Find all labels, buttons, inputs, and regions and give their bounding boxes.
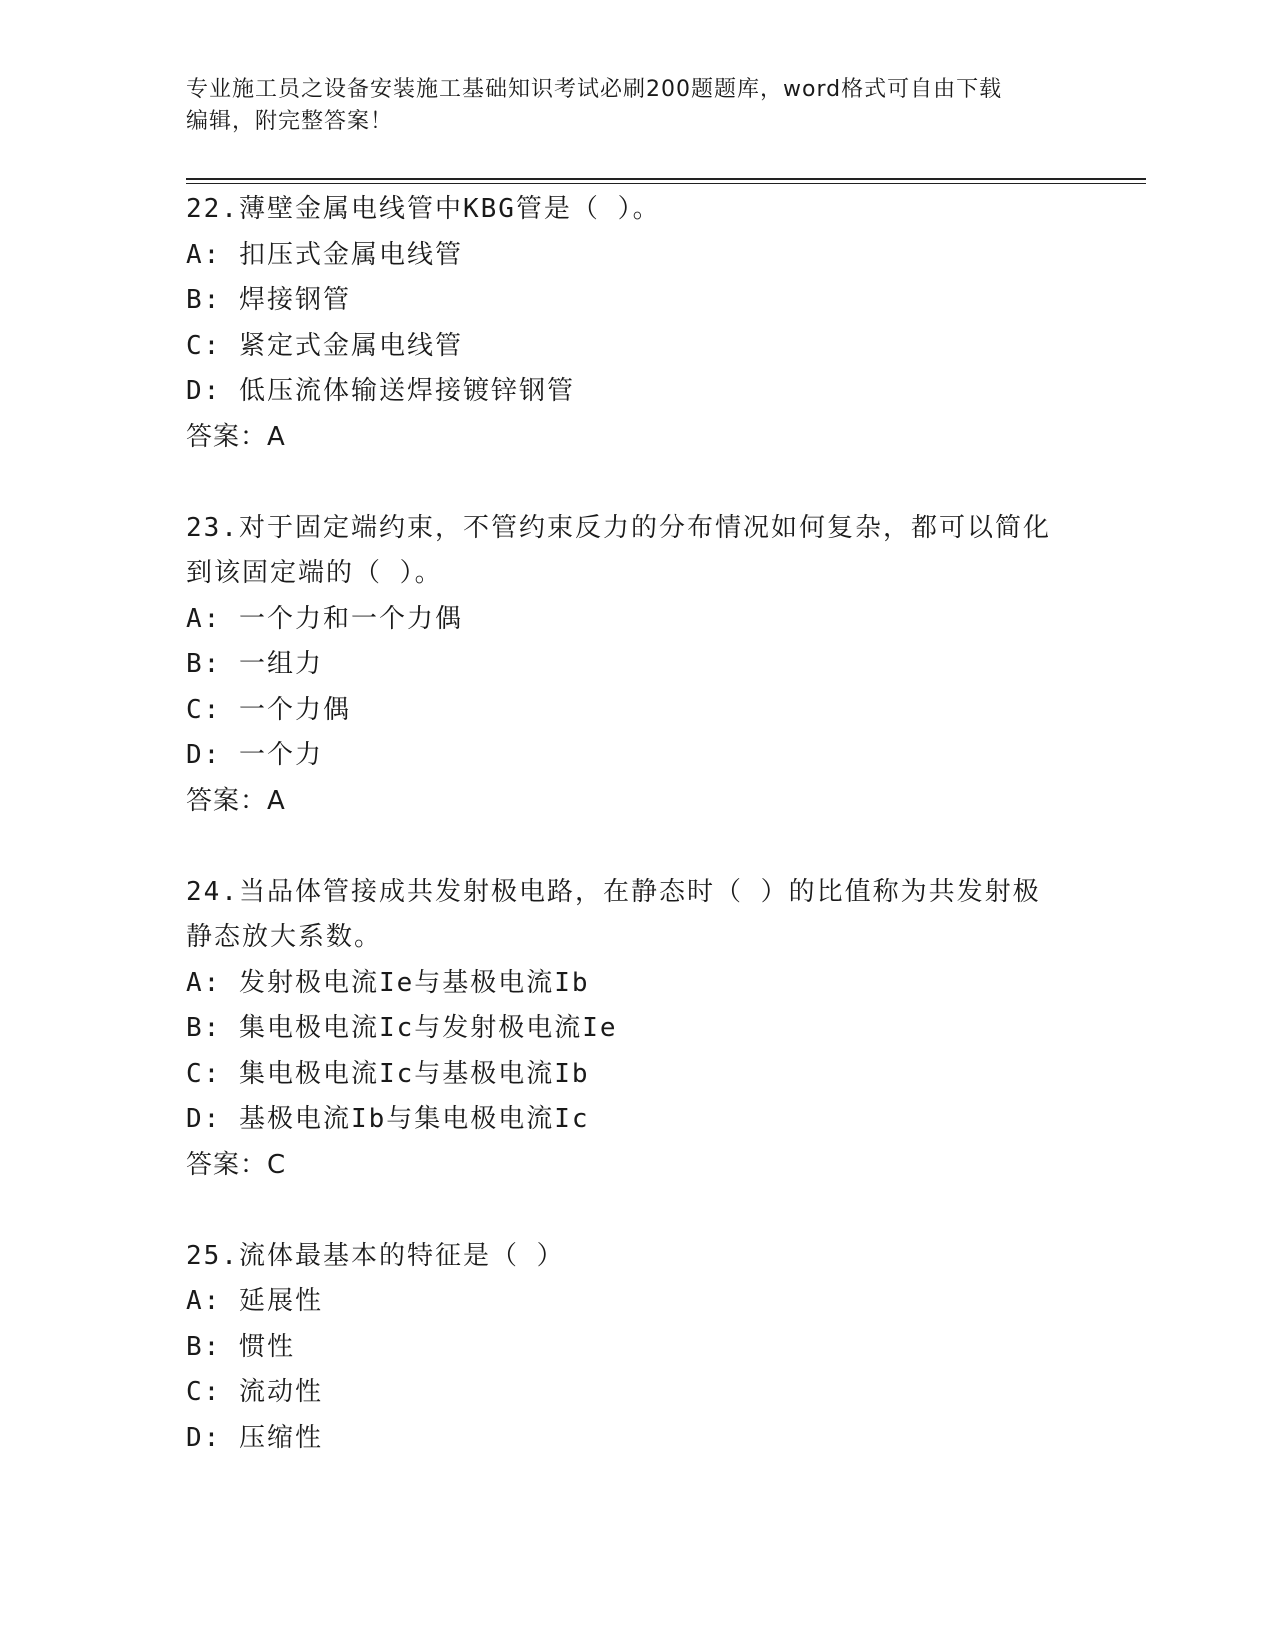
option-b: B: 惯性	[186, 1331, 295, 1362]
option-d: D: 基极电流Ib与集电极电流Ic	[186, 1104, 590, 1134]
option-b: B: 集电极电流Ic与发射极电流Ie	[186, 1013, 618, 1043]
option-a: A: 扣压式金属电线管	[186, 239, 463, 270]
option-c: C: 一个力偶	[186, 694, 351, 725]
question-22	[186, 187, 1146, 460]
answer: 答案：C	[186, 1149, 287, 1180]
question-stem: 25.流体最基本的特征是（ ）	[186, 1240, 565, 1271]
option-a: A: 一个力和一个力偶	[186, 603, 463, 634]
option-a: A: 发射极电流Ie与基极电流Ib	[186, 967, 590, 998]
document-header	[186, 74, 1066, 138]
option-d: D: 压缩性	[186, 1422, 323, 1453]
question-stem: 22.薄壁金属电线管中KBG管是（ ）。	[186, 194, 661, 224]
answer: 答案：A	[186, 421, 286, 452]
question-25	[186, 1234, 1146, 1462]
question-23	[186, 506, 1146, 825]
header-divider-thin	[186, 183, 1146, 184]
option-b: B: 一组力	[186, 649, 323, 679]
question-stem-continued: 到该固定端的（ ）。	[186, 558, 443, 588]
question-stem: 24.当品体管接成共发射极电路，在静态时（ ）的比值称为共发射极	[186, 876, 1041, 907]
option-c: C: 集电极电流Ic与基极电流Ib	[186, 1058, 590, 1089]
option-c: C: 紧定式金属电线管	[186, 330, 463, 361]
header-line-1: 专业施工员之设备安装施工基础知识考试必刷200题题库，word格式可自由下载	[186, 77, 1003, 102]
answer: 答案：A	[186, 785, 286, 816]
questions-list	[186, 187, 1146, 1461]
question-spacer	[186, 824, 1146, 870]
header-divider-thick	[186, 178, 1146, 180]
question-stem-continued: 静态放大系数。	[186, 922, 383, 952]
option-c: C: 流动性	[186, 1377, 323, 1407]
header-line-2: 编辑，附完整答案！	[186, 109, 394, 134]
question-stem: 23.对于固定端约束，不管约束反力的分布情况如何复杂，都可以简化	[186, 512, 1051, 543]
question-spacer	[186, 460, 1146, 506]
option-b: B: 焊接钢管	[186, 285, 351, 315]
option-d: D: 一个力	[186, 740, 323, 770]
option-a: A: 延展性	[186, 1286, 323, 1316]
option-d: D: 低压流体输送焊接镀锌钢管	[186, 376, 575, 406]
question-spacer	[186, 1188, 1146, 1234]
question-24	[186, 870, 1146, 1189]
